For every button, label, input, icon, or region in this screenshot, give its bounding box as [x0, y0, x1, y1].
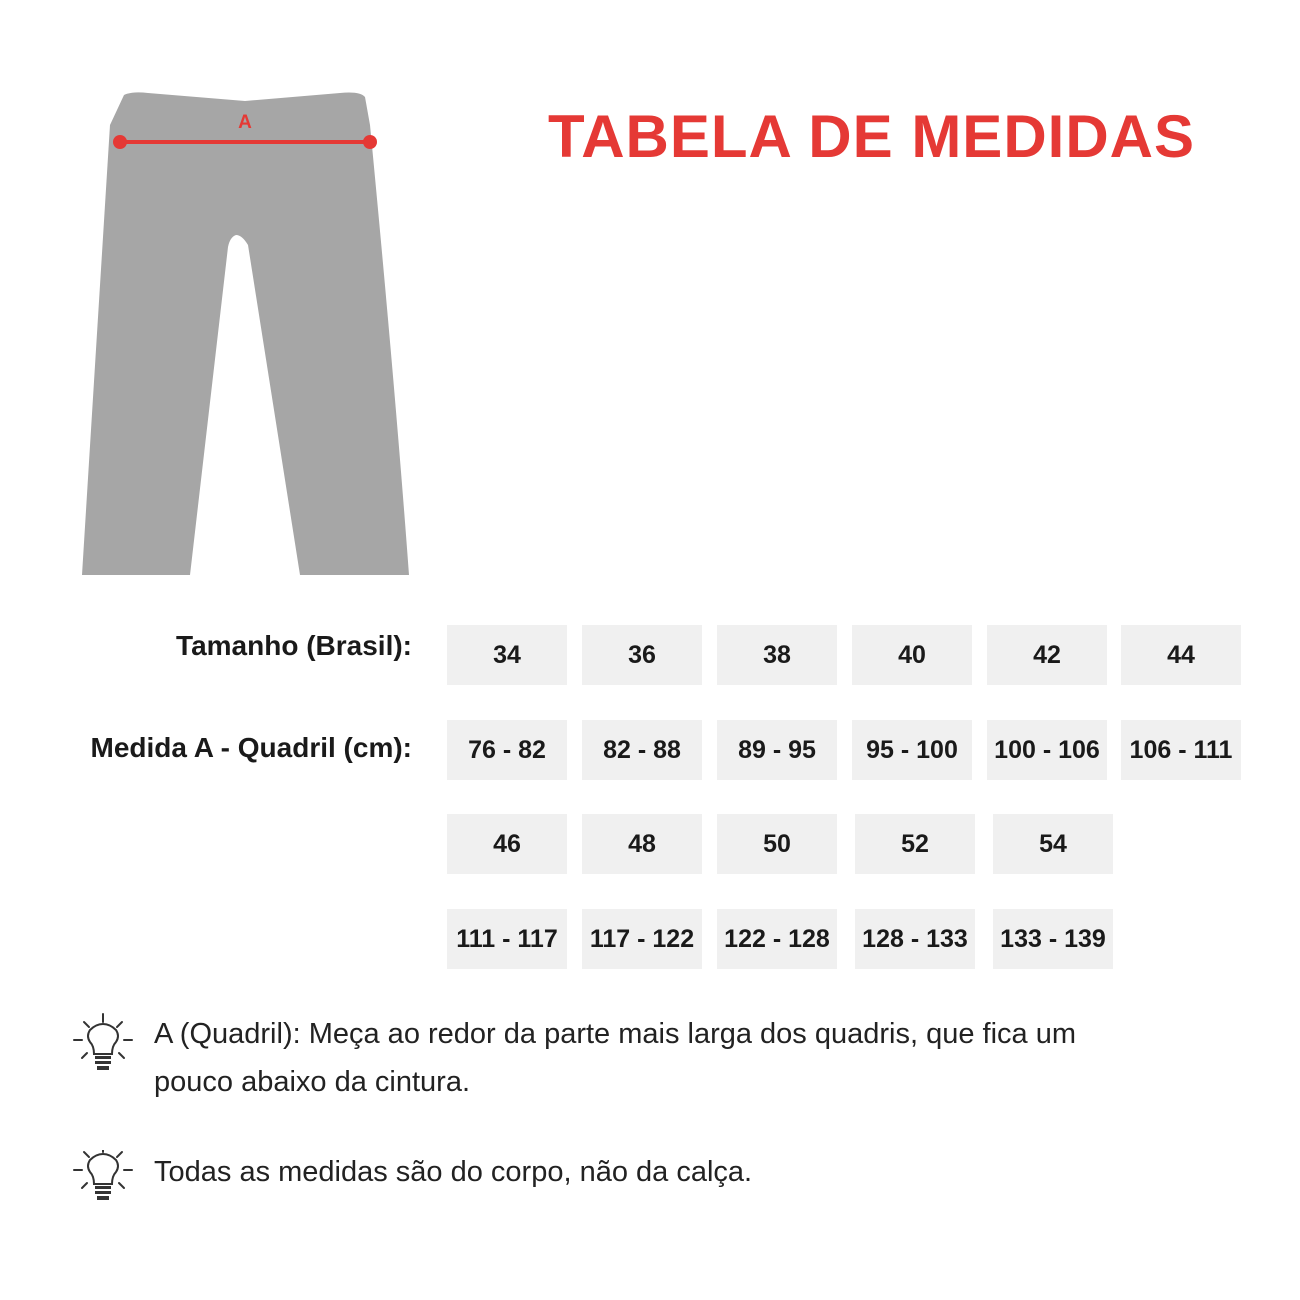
size-cell: 42	[987, 625, 1107, 685]
measure-cell: 89 - 95	[717, 720, 837, 780]
measure-cell: 100 - 106	[987, 720, 1107, 780]
measure-point-right	[363, 135, 377, 149]
size-cell: 38	[717, 625, 837, 685]
lightbulb-icon	[70, 1150, 136, 1216]
measure-label-a: A	[238, 112, 252, 133]
note-hip	[70, 1010, 1114, 1106]
size-cell: 52	[855, 814, 975, 874]
measure-cell: 95 - 100	[852, 720, 972, 780]
measure-cell: 82 - 88	[582, 720, 702, 780]
size-cell: 46	[447, 814, 567, 874]
size-cell: 54	[993, 814, 1113, 874]
measure-cell: 128 - 133	[855, 909, 975, 969]
measure-point-left	[113, 135, 127, 149]
note-body-measures	[70, 1150, 1114, 1216]
note-text: Todas as medidas são do corpo, não da calça.	[154, 1156, 753, 1188]
measure-cell: 133 - 139	[993, 909, 1113, 969]
measure-cell: 111 - 117	[447, 909, 567, 969]
lightbulb-icon	[70, 1010, 136, 1076]
measure-cell: 117 - 122	[582, 909, 702, 969]
pants-diagram	[70, 85, 420, 585]
size-cell: 48	[582, 814, 702, 874]
size-row-label: Tamanho (Brasil):	[176, 630, 412, 661]
measure-row-label: Medida A - Quadril (cm):	[90, 732, 412, 763]
size-cell: 50	[717, 814, 837, 874]
measure-cell: 106 - 111	[1121, 720, 1241, 780]
size-cell: 36	[582, 625, 702, 685]
note-text: A (Quadril): Meça ao redor da parte mais larga dos quadris, que fica um pouco abaixo da cintura.	[154, 1018, 1077, 1098]
page-title: TABELA DE MEDIDAS	[548, 103, 1195, 170]
pants-shape	[82, 92, 409, 575]
measure-cell: 76 - 82	[447, 720, 567, 780]
size-cell: 44	[1121, 625, 1241, 685]
size-cell: 40	[852, 625, 972, 685]
size-cell: 34	[447, 625, 567, 685]
measure-cell: 122 - 128	[717, 909, 837, 969]
